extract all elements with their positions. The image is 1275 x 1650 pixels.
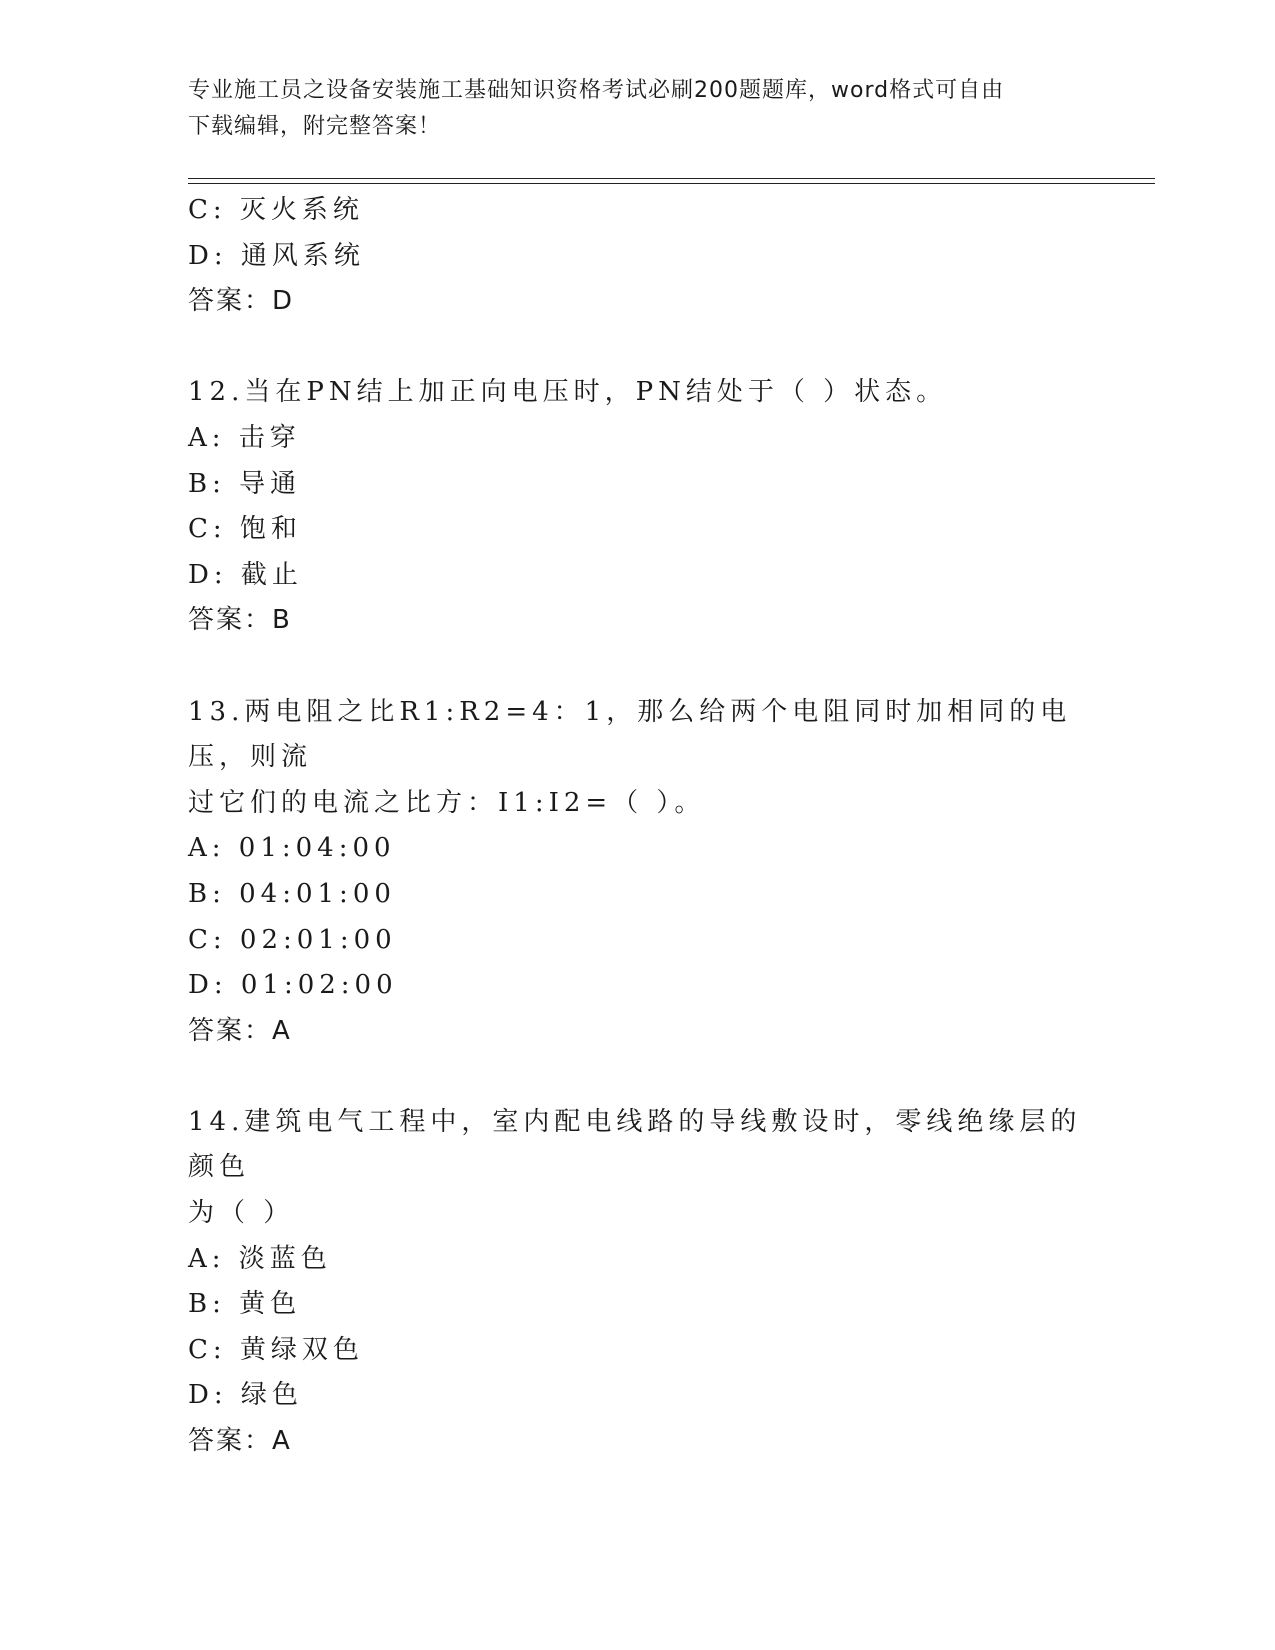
option-c: C: 黄绿双色 [188,1334,364,1365]
question-13 [188,690,1088,1055]
previous-question-tail [188,188,1088,325]
answer-line: 答案：A [188,1015,292,1046]
header-line-1: 专业施工员之设备安装施工基础知识资格考试必刷200题题库，word格式可自由 [188,78,1005,103]
document-header [188,73,1088,145]
question-14 [188,1100,1088,1465]
header-line-2: 下载编辑，附完整答案！ [188,114,442,139]
option-c: C: 02:01:00 [188,924,397,955]
option-d: D: 01:02:00 [188,970,398,1001]
question-stem-line-1: 14.建筑电气工程中，室内配电线路的导线敷设时，零线绝缘层的颜色 [188,1106,1082,1183]
answer-line: 答案：B [188,605,292,636]
header-divider-top [188,178,1155,179]
question-stem-line-1: 13.两电阻之比R1:R2=4：1，那么给两个电阻同时加相同的电压，则流 [188,696,1072,773]
question-content [188,188,1088,1465]
question-stem-line-2: 为（ ） [188,1198,295,1229]
option-c: C: 灭火系统 [188,195,364,225]
option-b: B: 导通 [188,468,302,499]
option-d: D: 绿色 [188,1380,303,1411]
option-b: B: 04:01:00 [188,878,396,909]
option-d: D: 截止 [188,559,303,590]
question-stem: 12.当在PN结上加正向电压时，PN结处于（ ）状态。 [188,377,948,408]
answer-line: 答案：D [188,286,295,317]
spacer [188,1054,1088,1100]
option-d: D: 通风系统 [188,240,365,271]
spacer [188,325,1088,371]
header-divider-bottom [188,183,1155,184]
option-a: A: 淡蓝色 [188,1243,332,1274]
option-a: A: 01:04:00 [188,833,396,864]
answer-line: 答案：A [188,1426,292,1457]
question-stem-line-2: 过它们的电流之比方：I1:I2=（ ）。 [188,787,706,818]
option-a: A: 击穿 [188,422,301,453]
option-b: B: 黄色 [188,1289,302,1320]
option-c: C: 饱和 [188,514,302,545]
question-12 [188,370,1088,644]
spacer [188,644,1088,690]
